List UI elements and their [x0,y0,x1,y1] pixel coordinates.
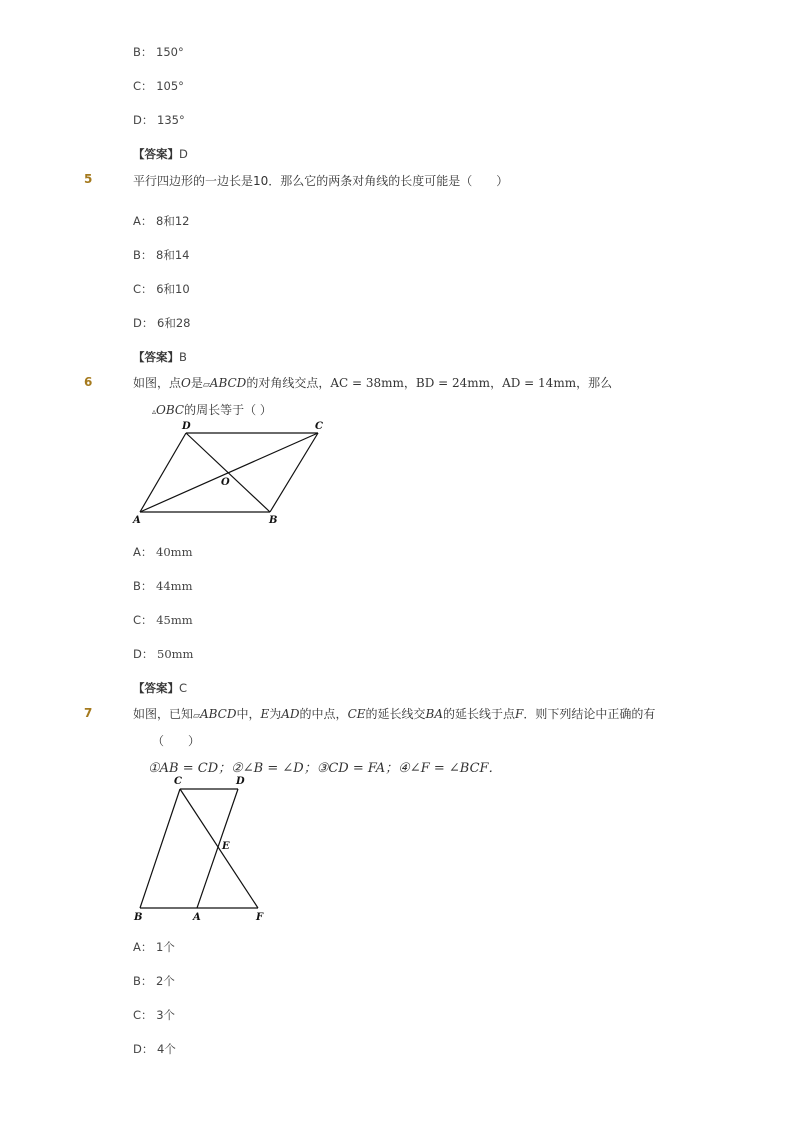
q5-option-a: A： 8和12 [133,214,190,228]
label-b: B [134,912,143,922]
label-b: B [269,515,278,526]
side-cb [140,789,180,908]
q6-option-a: A： 40mm [133,545,193,559]
q7-paren: （ ） [152,734,201,748]
q5-text: 平行四边形的一边长是10．那么它的两条对角线的长度可能是（ ） [133,174,509,188]
q6-parallelogram-figure [130,415,340,530]
q7-option-a: A： 1个 [133,940,175,954]
q6-text-line2: ▵OBC的周长等于（ ） [152,403,272,417]
label-c: C [174,776,182,787]
label-d: D [182,421,191,432]
side-da [197,789,238,908]
line-cf [180,789,258,908]
q5-option-c: C： 6和10 [133,282,190,296]
label-c: C [315,421,323,432]
q7-parallelogram-figure [130,774,280,922]
q6-option-b: B： 44mm [133,579,193,593]
label-a: A [133,515,141,526]
q6-option-d: D： 50mm [133,647,194,661]
label-o: O [221,477,230,488]
q5-answer: 【答案】B [133,350,187,364]
q4-option-c: C： 105° [133,79,184,93]
label-e: E [222,841,230,852]
q6-number: 6 [84,375,93,389]
q6-answer: 【答案】C [133,681,188,695]
q7-option-c: C： 3个 [133,1008,176,1022]
q7-text-line1: 如图，已知▱ABCD中，E为AD的中点，CE的延长线交BA的延长线于点F．则下列结论中正确的有 [133,707,656,721]
diagonal-bd [186,433,270,512]
q7-number: 7 [84,706,93,720]
q7-conclusions: ①AB = CD；②∠B = ∠D；③CD = FA；④∠F = ∠BCF． [148,761,502,776]
diagonal-ac [140,433,318,512]
q4-option-b: B： 150° [133,45,184,59]
label-a: A [193,912,201,922]
q6-text-line1: 如图，点O是▱ABCD的对角线交点，AC = 38mm，BD = 24mm，AD = 14mm，那么 [133,376,613,390]
q6-option-c: C： 45mm [133,613,193,627]
q7-option-d: D： 4个 [133,1042,176,1056]
label-d: D [236,776,245,787]
side-bc [270,433,318,512]
q5-option-b: B： 8和14 [133,248,190,262]
q5-option-d: D： 6和28 [133,316,191,330]
q4-option-d: D： 135° [133,113,185,127]
q5-number: 5 [84,172,93,186]
q7-option-b: B： 2个 [133,974,175,988]
label-f: F [256,912,264,922]
side-da [140,433,186,512]
q4-answer: 【答案】D [133,147,188,161]
